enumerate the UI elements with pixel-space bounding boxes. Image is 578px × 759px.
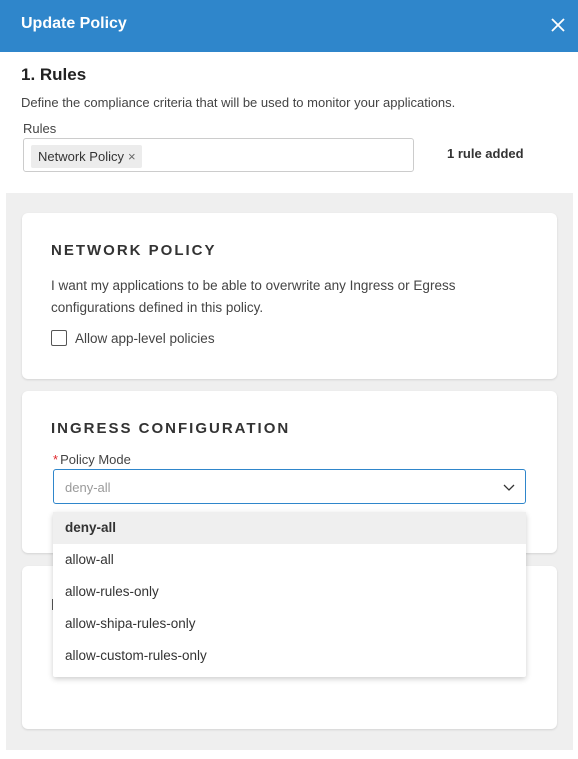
dialog-header	[0, 0, 578, 52]
dropdown-option-allow-custom-rules-only[interactable]: allow-custom-rules-only	[65, 648, 207, 663]
card-title: NETWORK POLICY	[51, 242, 217, 259]
rule-tag	[31, 145, 142, 168]
policy-mode-label-text: Policy Mode	[60, 452, 131, 467]
checkbox[interactable]	[51, 330, 67, 346]
network-policy-card	[22, 213, 557, 379]
dropdown-option-allow-all[interactable]: allow-all	[65, 552, 114, 567]
rules-multiselect[interactable]	[23, 138, 414, 172]
dialog-title: Update Policy	[21, 15, 127, 32]
dropdown-option-allow-rules-only[interactable]: allow-rules-only	[65, 584, 159, 599]
dropdown-option-deny-all[interactable]: deny-all	[53, 512, 526, 544]
rule-tag-label: Network Policy	[38, 149, 124, 164]
section-description: Define the compliance criteria that will be used to monitor your applications.	[21, 95, 456, 110]
rules-label: Rules	[23, 121, 57, 136]
dropdown-option-allow-shipa-rules-only[interactable]: allow-shipa-rules-only	[65, 616, 196, 631]
close-icon[interactable]	[548, 15, 568, 35]
tag-remove-icon[interactable]: ×	[127, 149, 136, 164]
policy-mode-dropdown	[53, 512, 526, 677]
select-placeholder: deny-all	[65, 480, 111, 495]
policy-mode-label	[53, 452, 131, 467]
card-title: INGRESS CONFIGURATION	[51, 420, 291, 437]
required-mark: *	[53, 452, 59, 467]
policy-mode-select[interactable]	[53, 469, 526, 504]
section-title: 1. Rules	[21, 65, 87, 84]
chevron-down-icon	[503, 481, 515, 493]
allow-app-level-checkbox-row[interactable]	[51, 330, 215, 346]
checkbox-label: Allow app-level policies	[75, 330, 215, 346]
rule-count-text: 1 rule added	[447, 146, 524, 161]
card-description: I want my applications to be able to overwrite any Ingress or Egress configurations defined in this policy.	[51, 278, 456, 315]
